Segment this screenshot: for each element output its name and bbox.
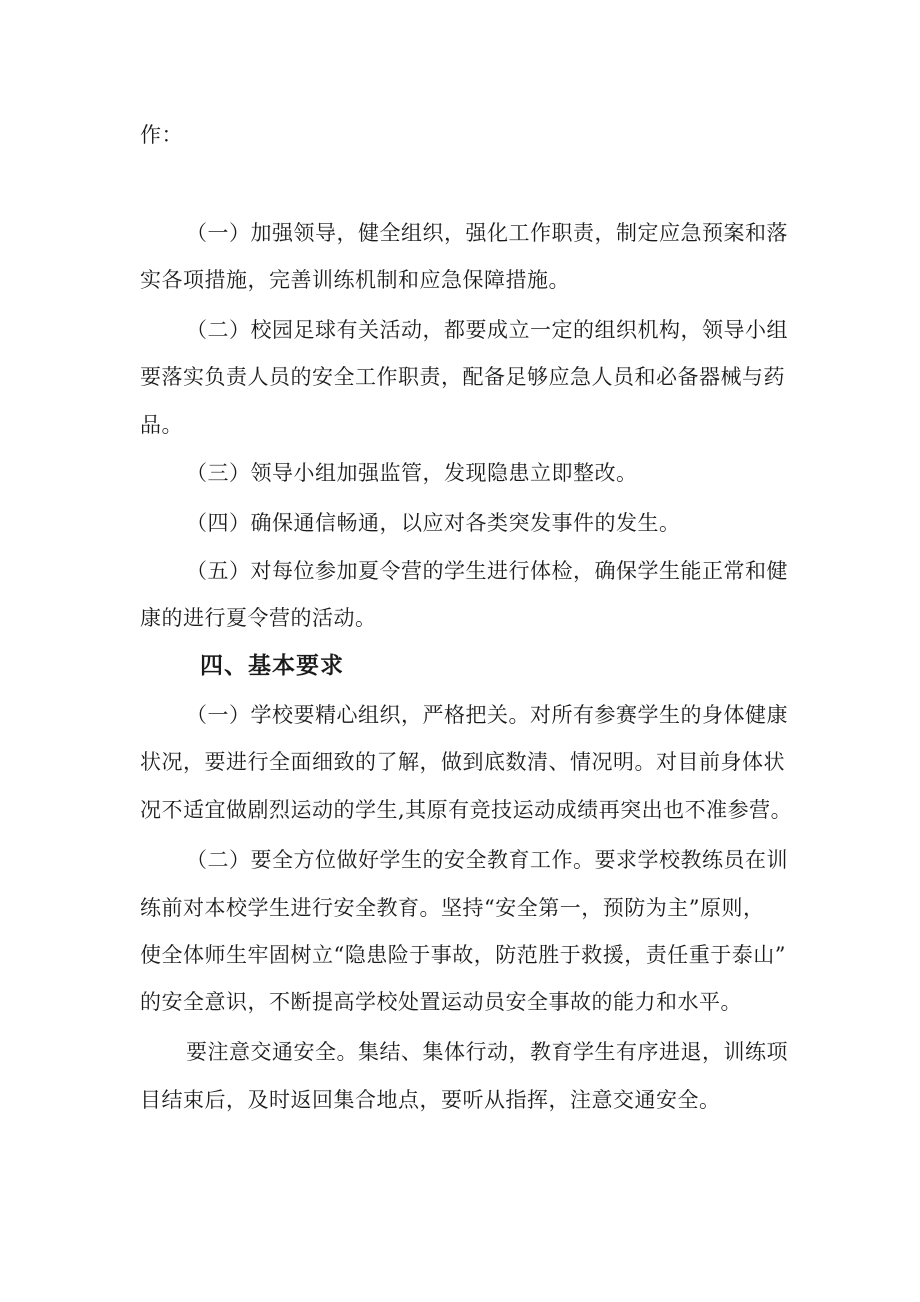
list-item-3: （三）领导小组加强监管，发现隐患立即整改。 <box>186 461 638 485</box>
list-item-2-line-1: （二）校园足球有关活动，都要成立一定的组织机构，领导小组 <box>186 318 788 342</box>
requirement-1-line-3: 况不适宜做剧烈运动的学生,其原有竞技运动成绩再突出也不准参营。 <box>140 798 793 822</box>
text-line-continuation: 作： <box>140 123 183 147</box>
list-item-5-line-2: 康的进行夏令营的活动。 <box>140 606 377 630</box>
requirement-2-line-3: 使全体师生牢固树立“隐患险于事故，防范胜于救援，责任重于泰山” <box>140 943 786 967</box>
requirement-1-line-2: 状况，要进行全面细致的了解，做到底数清、情况明。对目前身体状 <box>140 750 785 774</box>
section-heading: 四、基本要求 <box>200 653 344 679</box>
list-item-2-line-3: 品。 <box>140 413 183 437</box>
list-item-1-line-1: （一）加强领导，健全组织，强化工作职责，制定应急预案和落 <box>186 221 788 245</box>
requirement-1-line-1: （一）学校要精心组织，严格把关。对所有参赛学生的身体健康 <box>186 703 788 727</box>
requirement-2-line-1: （二）要全方位做好学生的安全教育工作。要求学校教练员在训 <box>186 848 788 872</box>
requirement-2-line-4: 的安全意识，不断提高学校处置运动员安全事故的能力和水平。 <box>140 990 742 1014</box>
list-item-5-line-1: （五）对每位参加夏令营的学生进行体检，确保学生能正常和健 <box>186 559 788 583</box>
list-item-2-line-2: 要落实负责人员的安全工作职责，配备足够应急人员和必备器械与药 <box>140 365 785 389</box>
traffic-safety-line-2: 目结束后，及时返回集合地点，要听从指挥，注意交通安全。 <box>140 1088 721 1112</box>
requirement-2-line-2: 练前对本校学生进行安全教育。坚持“安全第一，预防为主”原则， <box>140 896 765 920</box>
list-item-4: （四）确保通信畅通，以应对各类突发事件的发生。 <box>186 511 681 535</box>
traffic-safety-line-1: 要注意交通安全。集结、集体行动，教育学生有序进退，训练项 <box>186 1040 788 1064</box>
list-item-1-line-2: 实各项措施，完善训练机制和应急保障措施。 <box>140 268 570 292</box>
